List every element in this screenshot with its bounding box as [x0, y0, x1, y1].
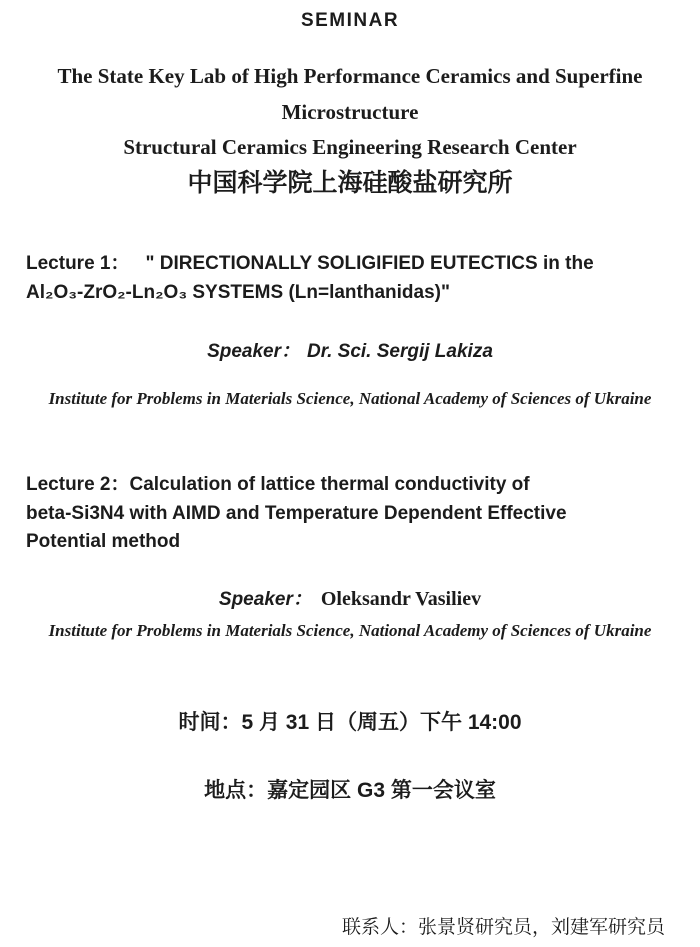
org-line-institute-chinese: 中国科学院上海硅酸盐研究所: [187, 169, 513, 197]
lecture2-title: [26, 471, 676, 557]
lecture2-affiliation: Institute for Problems in Materials Science, National Academy of Sciences of Ukraine: [48, 621, 652, 640]
contact-line: 联系人：张景贤研究员，刘建军研究员: [341, 917, 665, 938]
lecture1-title-line1: [26, 250, 676, 279]
lecture2-title-line3: Potential method: [26, 531, 181, 552]
seminar-heading: SEMINAR: [300, 10, 400, 31]
lecture1-label: Lecture 1：: [26, 253, 130, 274]
lecture2-title-text: Calculation of lattice thermal conductivity of: [129, 474, 530, 495]
org-line-research-center: Structural Ceramics Engineering Research Center: [123, 135, 577, 160]
lecture2-speaker-line: [0, 584, 700, 611]
org-line-lab-name: The State Key Lab of High Performance Ceramics and Superfine: [57, 64, 643, 88]
lecture1-speaker-name: Dr. Sci. Sergij Lakiza: [307, 341, 493, 362]
time-line: 时间：5 月 31 日（周五）下午 14:00: [178, 711, 522, 734]
lecture2-speaker-name: Oleksandr Vasiliev: [320, 588, 482, 610]
lecture2-title-line2: beta-Si3N4 with AIMD and Temperature Dependent Effective: [26, 502, 567, 524]
lecture1-title-text: " DIRECTIONALLY SOLIGIFIED EUTECTICS in the: [145, 253, 594, 274]
lecture1-title: [26, 250, 676, 307]
location-line: 地点：嘉定园区 G3 第一会议室: [204, 779, 496, 802]
lecture1-affiliation: Institute for Problems in Materials Science, National Academy of Sciences of Ukraine: [48, 389, 652, 408]
lecture1-title-line2: Al₂O₃-ZrO₂-Ln₂O₃ SYSTEMS (Ln=lanthanidas)": [26, 281, 451, 303]
organization-block: [0, 59, 700, 201]
lecture2-label: Lecture 2：: [26, 474, 130, 495]
lecture2-title-line1: [26, 471, 676, 500]
lecture1-speaker-label: Speaker：: [207, 341, 301, 362]
lecture1-speaker-line: [0, 336, 700, 363]
lecture2-speaker-label: Speaker：: [218, 589, 312, 610]
org-line-lab-name-wrap: Microstructure: [281, 99, 419, 124]
